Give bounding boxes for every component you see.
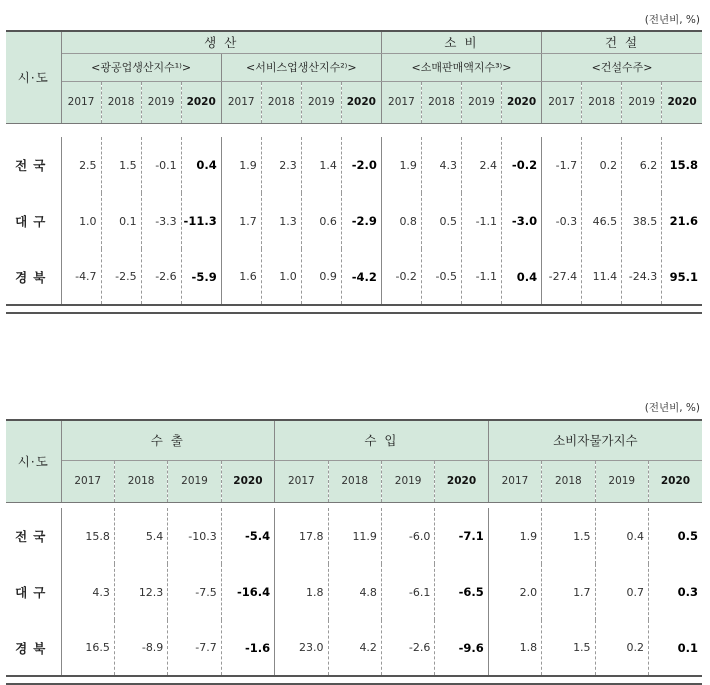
value-cell: 1.7 bbox=[221, 193, 261, 249]
value-cell: -5.9 bbox=[181, 249, 221, 305]
value-cell: 1.6 bbox=[221, 249, 261, 305]
table-row bbox=[6, 620, 702, 676]
value-cell: -1.6 bbox=[221, 620, 274, 676]
value-cell: 1.4 bbox=[301, 137, 341, 193]
economic-indicators-table-1 bbox=[6, 30, 702, 314]
year-header: 2020 bbox=[221, 460, 274, 502]
year-header: 2018 bbox=[328, 460, 381, 502]
year-header: 2019 bbox=[381, 460, 434, 502]
value-cell: -3.3 bbox=[141, 193, 181, 249]
value-cell: -27.4 bbox=[542, 249, 582, 305]
value-cell: 1.8 bbox=[488, 620, 541, 676]
value-cell: 5.4 bbox=[114, 508, 167, 564]
economic-indicators-table-2 bbox=[6, 419, 702, 685]
unit-label: (전년비, %) bbox=[644, 14, 700, 26]
group-header-imports: 수 입 bbox=[275, 420, 489, 460]
value-cell: 1.5 bbox=[101, 137, 141, 193]
region-name: 경북 bbox=[6, 620, 61, 676]
year-header: 2018 bbox=[582, 81, 622, 123]
value-cell: 1.9 bbox=[221, 137, 261, 193]
value-cell: 1.9 bbox=[488, 508, 541, 564]
value-cell: 1.0 bbox=[261, 249, 301, 305]
region-name: 경북 bbox=[6, 249, 61, 305]
value-cell: 0.4 bbox=[502, 249, 542, 305]
unit-label-2: (전년비, %) bbox=[644, 402, 700, 414]
value-cell: -6.0 bbox=[381, 508, 434, 564]
subheader-mining-manufacturing-index: <광공업생산지수¹⁾> bbox=[61, 53, 221, 81]
table-row bbox=[6, 564, 702, 620]
value-cell: 0.4 bbox=[595, 508, 648, 564]
value-cell: -11.3 bbox=[181, 193, 221, 249]
value-cell: 21.6 bbox=[669, 214, 698, 228]
table-row bbox=[6, 137, 702, 193]
value-cell: 2.5 bbox=[61, 137, 101, 193]
region-name: 대구 bbox=[6, 193, 61, 249]
year-header: 2020 bbox=[181, 81, 221, 123]
value-cell: 11.9 bbox=[328, 508, 381, 564]
year-header: 2017 bbox=[275, 460, 328, 502]
value-cell: 1.7 bbox=[542, 564, 595, 620]
year-header: 2018 bbox=[101, 81, 141, 123]
value-cell: 16.5 bbox=[61, 620, 114, 676]
group-header-construction: 건 설 bbox=[542, 31, 702, 53]
value-cell: 15.8 bbox=[61, 508, 114, 564]
year-header: 2019 bbox=[595, 460, 648, 502]
year-header: 2018 bbox=[114, 460, 167, 502]
year-header: 2017 bbox=[488, 460, 541, 502]
value-cell: 2.4 bbox=[461, 137, 501, 193]
year-header: 2019 bbox=[622, 81, 662, 123]
value-cell: 4.8 bbox=[328, 564, 381, 620]
value-cell: 0.4 bbox=[181, 137, 221, 193]
value-cell: -0.5 bbox=[421, 249, 461, 305]
value-cell: 0.3 bbox=[677, 585, 698, 599]
value-cell: 1.9 bbox=[381, 137, 421, 193]
value-cell: -0.2 bbox=[381, 249, 421, 305]
value-cell: -4.7 bbox=[61, 249, 101, 305]
value-cell: 0.2 bbox=[582, 137, 622, 193]
value-cell: -7.5 bbox=[168, 564, 221, 620]
year-header: 2020 bbox=[662, 81, 702, 123]
subheader-retail-sales-index: <소매판매액지수³⁾> bbox=[381, 53, 541, 81]
value-cell: 0.6 bbox=[301, 193, 341, 249]
subheader-construction-orders: <건설수주> bbox=[542, 53, 702, 81]
region-column-header: 시·도 bbox=[6, 31, 61, 123]
value-cell: 0.2 bbox=[595, 620, 648, 676]
value-cell: 0.5 bbox=[421, 193, 461, 249]
group-header-production: 생 산 bbox=[61, 31, 381, 53]
subheader-service-production-index: <서비스업생산지수²⁾> bbox=[221, 53, 381, 81]
year-header: 2019 bbox=[301, 81, 341, 123]
table-row bbox=[6, 249, 702, 305]
value-cell: -1.7 bbox=[542, 137, 582, 193]
value-cell: -0.2 bbox=[502, 137, 542, 193]
value-cell: -0.1 bbox=[141, 137, 181, 193]
value-cell: 0.7 bbox=[595, 564, 648, 620]
value-cell: 38.5 bbox=[622, 193, 662, 249]
value-cell: -1.1 bbox=[461, 249, 501, 305]
year-header: 2019 bbox=[168, 460, 221, 502]
year-header: 2018 bbox=[542, 460, 595, 502]
value-cell: 23.0 bbox=[275, 620, 328, 676]
value-cell: -2.0 bbox=[341, 137, 381, 193]
year-header: 2019 bbox=[461, 81, 501, 123]
value-cell: 4.3 bbox=[421, 137, 461, 193]
value-cell: 1.5 bbox=[542, 508, 595, 564]
value-cell: -16.4 bbox=[221, 564, 274, 620]
year-header: 2020 bbox=[648, 460, 702, 502]
value-cell: 4.3 bbox=[61, 564, 114, 620]
year-header: 2017 bbox=[221, 81, 261, 123]
value-cell: -2.9 bbox=[341, 193, 381, 249]
region-column-header-2: 시·도 bbox=[6, 420, 61, 502]
value-cell: -3.0 bbox=[502, 193, 542, 249]
table-row bbox=[6, 193, 702, 249]
value-cell: 46.5 bbox=[582, 193, 622, 249]
value-cell: -8.9 bbox=[114, 620, 167, 676]
year-header: 2017 bbox=[61, 460, 114, 502]
value-cell: 4.2 bbox=[328, 620, 381, 676]
value-cell: 0.9 bbox=[301, 249, 341, 305]
year-header: 2019 bbox=[141, 81, 181, 123]
value-cell: 15.8 bbox=[669, 158, 698, 172]
value-cell: -2.5 bbox=[101, 249, 141, 305]
value-cell: 1.0 bbox=[61, 193, 101, 249]
value-cell: 0.1 bbox=[101, 193, 141, 249]
year-header: 2017 bbox=[542, 81, 582, 123]
group-header-cpi: 소비자물가지수 bbox=[488, 420, 702, 460]
table-row bbox=[6, 508, 702, 564]
value-cell: 1.5 bbox=[542, 620, 595, 676]
region-name: 전국 bbox=[6, 137, 61, 193]
value-cell: -0.3 bbox=[542, 193, 582, 249]
value-cell: 0.8 bbox=[381, 193, 421, 249]
value-cell: 0.5 bbox=[677, 529, 698, 543]
year-header: 2020 bbox=[435, 460, 488, 502]
year-header: 2017 bbox=[381, 81, 421, 123]
value-cell: -24.3 bbox=[622, 249, 662, 305]
value-cell: 17.8 bbox=[275, 508, 328, 564]
value-cell: -7.7 bbox=[168, 620, 221, 676]
value-cell: -9.6 bbox=[435, 620, 488, 676]
year-header: 2018 bbox=[261, 81, 301, 123]
value-cell: 2.3 bbox=[261, 137, 301, 193]
value-cell: -6.1 bbox=[381, 564, 434, 620]
value-cell: 1.8 bbox=[275, 564, 328, 620]
region-name: 대구 bbox=[6, 564, 61, 620]
value-cell: -7.1 bbox=[435, 508, 488, 564]
value-cell: -2.6 bbox=[381, 620, 434, 676]
value-cell: -5.4 bbox=[221, 508, 274, 564]
year-header: 2017 bbox=[61, 81, 101, 123]
group-header-exports: 수 출 bbox=[61, 420, 275, 460]
year-header: 2018 bbox=[421, 81, 461, 123]
value-cell: 6.2 bbox=[622, 137, 662, 193]
value-cell: -2.6 bbox=[141, 249, 181, 305]
group-header-consumption: 소 비 bbox=[381, 31, 541, 53]
value-cell: 1.3 bbox=[261, 193, 301, 249]
region-name: 전국 bbox=[6, 508, 61, 564]
value-cell: -10.3 bbox=[168, 508, 221, 564]
value-cell: 12.3 bbox=[114, 564, 167, 620]
value-cell: -1.1 bbox=[461, 193, 501, 249]
value-cell: -4.2 bbox=[341, 249, 381, 305]
value-cell: 2.0 bbox=[488, 564, 541, 620]
value-cell: 0.1 bbox=[648, 620, 702, 676]
value-cell: 95.1 bbox=[662, 249, 702, 305]
year-header: 2020 bbox=[341, 81, 381, 123]
value-cell: 11.4 bbox=[582, 249, 622, 305]
value-cell: -6.5 bbox=[435, 564, 488, 620]
year-header: 2020 bbox=[502, 81, 542, 123]
